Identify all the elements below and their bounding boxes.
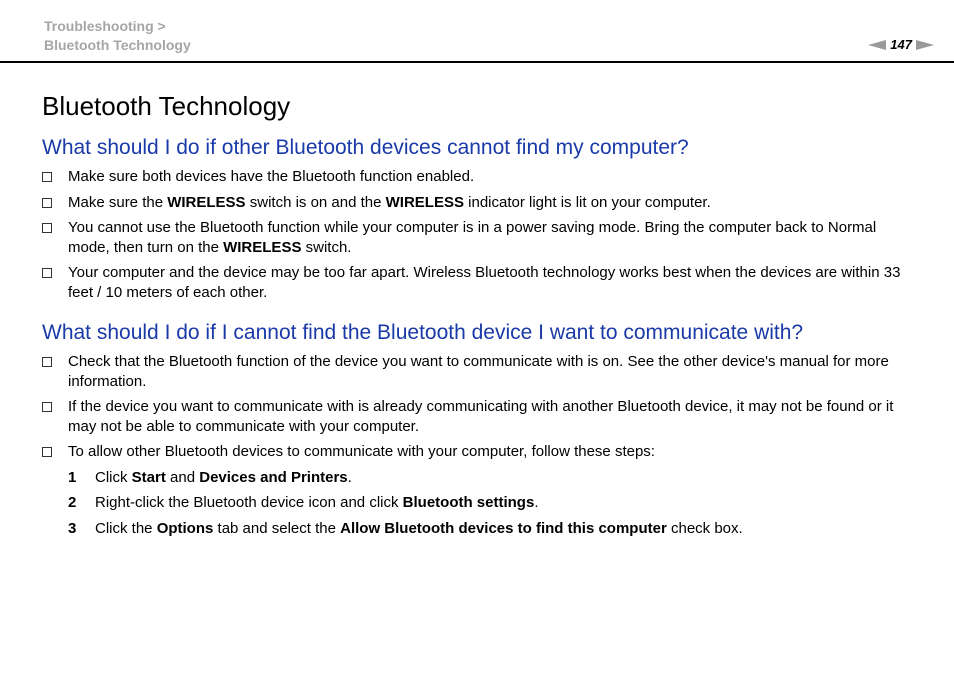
checkbox-bullet-icon: [42, 357, 52, 367]
section-heading-find-device: What should I do if I cannot find the Bluetooth device I want to communicate with?: [42, 321, 804, 344]
list-item: Check that the Bluetooth function of the device you want to communicate with is on. See the other device's manual for more information.: [40, 352, 920, 391]
step-number: 3: [68, 519, 77, 537]
list-item: Your computer and the device may be too far apart. Wireless Bluetooth technology works best when the devices are within 33 feet / 10 meters of each other.: [40, 263, 920, 302]
checkbox-bullet-icon: [42, 447, 52, 457]
list-item: You cannot use the Bluetooth function while your computer is in a power saving mode. Bring the computer back to Normal mode, then turn on the WIRELESS switch.: [40, 218, 920, 257]
list-item: Make sure the WIRELESS switch is on and the WIRELESS indicator light is lit on your computer.: [40, 193, 920, 213]
page-navigator: [868, 37, 934, 52]
previous-page-arrow-icon[interactable]: [868, 40, 886, 50]
section-heading-find-computer: What should I do if other Bluetooth devices cannot find my computer?: [42, 136, 689, 159]
step-number: 1: [68, 468, 77, 486]
step-item: 1 Click Start and Devices and Printers.: [68, 468, 352, 486]
step-item: 3 Click the Options tab and select the Allow Bluetooth devices to find this computer check box.: [68, 519, 743, 537]
checkbox-bullet-icon: [42, 223, 52, 233]
step-item: 2 Right-click the Bluetooth device icon and click Bluetooth settings.: [68, 494, 539, 511]
breadcrumb-current[interactable]: Bluetooth Technology: [44, 37, 191, 53]
checkbox-bullet-icon: [42, 198, 52, 208]
list-item: If the device you want to communicate with is already communicating with another Bluetooth device, it may not be found or it may not be able to communicate with your computer.: [40, 397, 920, 436]
step-number: 2: [68, 494, 77, 511]
checkbox-bullet-icon: [42, 402, 52, 412]
next-page-arrow-icon[interactable]: [916, 40, 934, 50]
header-divider: [0, 61, 954, 63]
checkbox-bullet-icon: [42, 268, 52, 278]
list-item: To allow other Bluetooth devices to communicate with your computer, follow these steps: 1 Click Start and Devices and Printers. 2 Right-click the Bluetooth device icon and click Bluetooth settings. 3 Click the Options tab and select the Allow Bluetooth devices to find this computer check box.: [40, 442, 920, 538]
steps-list: [68, 468, 920, 539]
breadcrumb: [44, 17, 191, 55]
section2-list: [40, 352, 920, 544]
page-number: 147: [890, 37, 912, 52]
checkbox-bullet-icon: [42, 172, 52, 182]
list-item: Make sure both devices have the Bluetooth function enabled.: [40, 167, 920, 187]
breadcrumb-parent[interactable]: Troubleshooting >: [44, 18, 166, 34]
section1-list: [40, 167, 920, 308]
page-title: Bluetooth Technology: [42, 91, 291, 121]
